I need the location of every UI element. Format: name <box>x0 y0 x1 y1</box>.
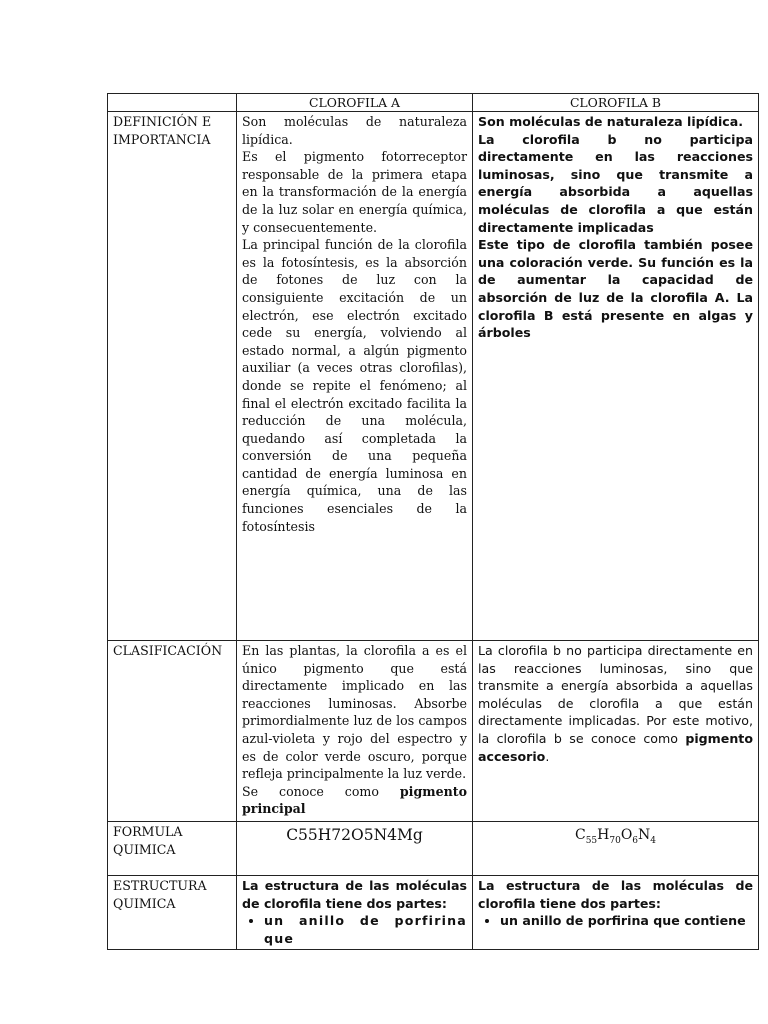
clasificacion-a-cell <box>237 641 473 822</box>
clasificacion-b-text: La clorofila b no participa directamente en las reacciones luminosas, sino que transmite a energía absorbida a aquellas moléculas de clorofila a que están directamente implicadas. Por este motivo, la clorofila b se conoce como <box>478 643 753 746</box>
label-clasificacion: CLASIFICACIÓN <box>108 641 237 822</box>
formula-b-o: O <box>620 827 633 843</box>
estructura-b-bullet: • un anillo de porfirina que contiene <box>500 912 753 930</box>
formula-b-cell <box>473 822 759 876</box>
formula-b-c-n: 55 <box>585 835 598 846</box>
header-clorofila-a: CLOROFILA A <box>237 94 473 112</box>
header-empty-cell <box>108 94 237 112</box>
row-formula <box>108 822 759 876</box>
definicion-b-p2: La clorofila b no participa directamente en las reacciones luminosas, sino que transmite a energía absorbida a aquellas moléculas de clorofila a que están directamente implicadas <box>478 131 753 235</box>
estructura-a-bullet: • un anillo de porfirina que <box>264 912 467 947</box>
clasificacion-a-known <box>242 783 467 818</box>
formula-b-n: N <box>638 827 651 843</box>
row-clasificacion <box>108 641 759 822</box>
definicion-b-p3: Este tipo de clorofila también posee una coloración verde. Su función es la de aumentar la capacidad de absorción de luz de la clorofila A. La clorofila B está presente en algas y árboles <box>478 237 753 341</box>
row-estructura <box>108 876 759 950</box>
label-formula: FORMULA QUIMICA <box>108 822 237 876</box>
estructura-b-intro: La estructura de las moléculas de clorofila tiene dos partes: <box>478 878 753 911</box>
definicion-b-p1: Son moléculas de naturaleza lipídica. <box>478 114 744 129</box>
formula-b-h-n: 70 <box>609 835 621 846</box>
definicion-a-cell <box>237 112 473 641</box>
clasificacion-a-text: En las plantas, la clorofila a es el único pigmento que está directamente implicado en las reacciones luminosas. Absorbe primordialmente luz de los campos azul-violeta y rojo del espectro y es de color verde oscuro, porque refleja principalmente la luz verde. <box>242 643 467 782</box>
formula-b-o-n: 6 <box>632 835 639 846</box>
label-definicion: DEFINICIÓN E IMPORTANCIA <box>108 112 237 641</box>
definicion-b-cell <box>473 112 759 641</box>
definicion-a-p3: La principal función de la clorofila es la fotosíntesis, es la absorción de fotones de luz con la consiguiente excitación de un electrón, ese electrón excitado cede su energía, volviendo al estado normal, a algún pigmento auxiliar (a veces otras clorofilas), donde se repite el fenómeno; al final el electrón excitado facilita la reducción de una molécula, quedando así completada la conversión de una pequeña cantidad de energía luminosa en energía química, una de las funciones esenciales de la fotosíntesis <box>242 237 467 534</box>
estructura-b-list <box>478 912 753 930</box>
estructura-a-list <box>242 912 467 947</box>
formula-b-h: H <box>597 827 610 843</box>
header-clorofila-b: CLOROFILA B <box>473 94 759 112</box>
clasificacion-b-cell <box>473 641 759 822</box>
label-estructura: ESTRUCTURA QUIMICA <box>108 876 237 950</box>
comparison-table <box>107 93 759 950</box>
formula-b-c: C <box>574 827 586 843</box>
estructura-a-intro: La estructura de las moléculas de clorofila tiene dos partes: <box>242 878 467 911</box>
clasificacion-a-known-prefix: Se conoce como <box>242 783 379 799</box>
formula-a: C55H72O5N4Mg <box>286 826 423 844</box>
estructura-b-cell <box>473 876 759 950</box>
formula-a-cell <box>237 822 473 876</box>
estructura-a-cell <box>237 876 473 950</box>
clasificacion-a-known-bold: pigmento principal <box>242 783 467 817</box>
formula-b <box>478 823 753 850</box>
definicion-a-p2: Es el pigmento fotorreceptor responsable de la primera etapa en la transformación de la energía de la luz solar en energía química, y consecuentemente. <box>242 149 467 235</box>
definicion-a-p1: Son moléculas de naturaleza lipídica. <box>242 114 467 147</box>
header-row <box>108 94 759 112</box>
formula-b-n-n: 4 <box>650 835 657 846</box>
clasificacion-b-paragraph: La clorofila b no participa directamente en las reacciones luminosas, sino que transmite a energía absorbida a aquellas moléculas de clorofila a que están directamente implicadas. Por este motivo, la clorofila b se conoce como pigmento accesorio. <box>478 643 753 764</box>
row-definicion <box>108 112 759 641</box>
clasificacion-b-bold: pigmento accesorio <box>478 730 753 764</box>
